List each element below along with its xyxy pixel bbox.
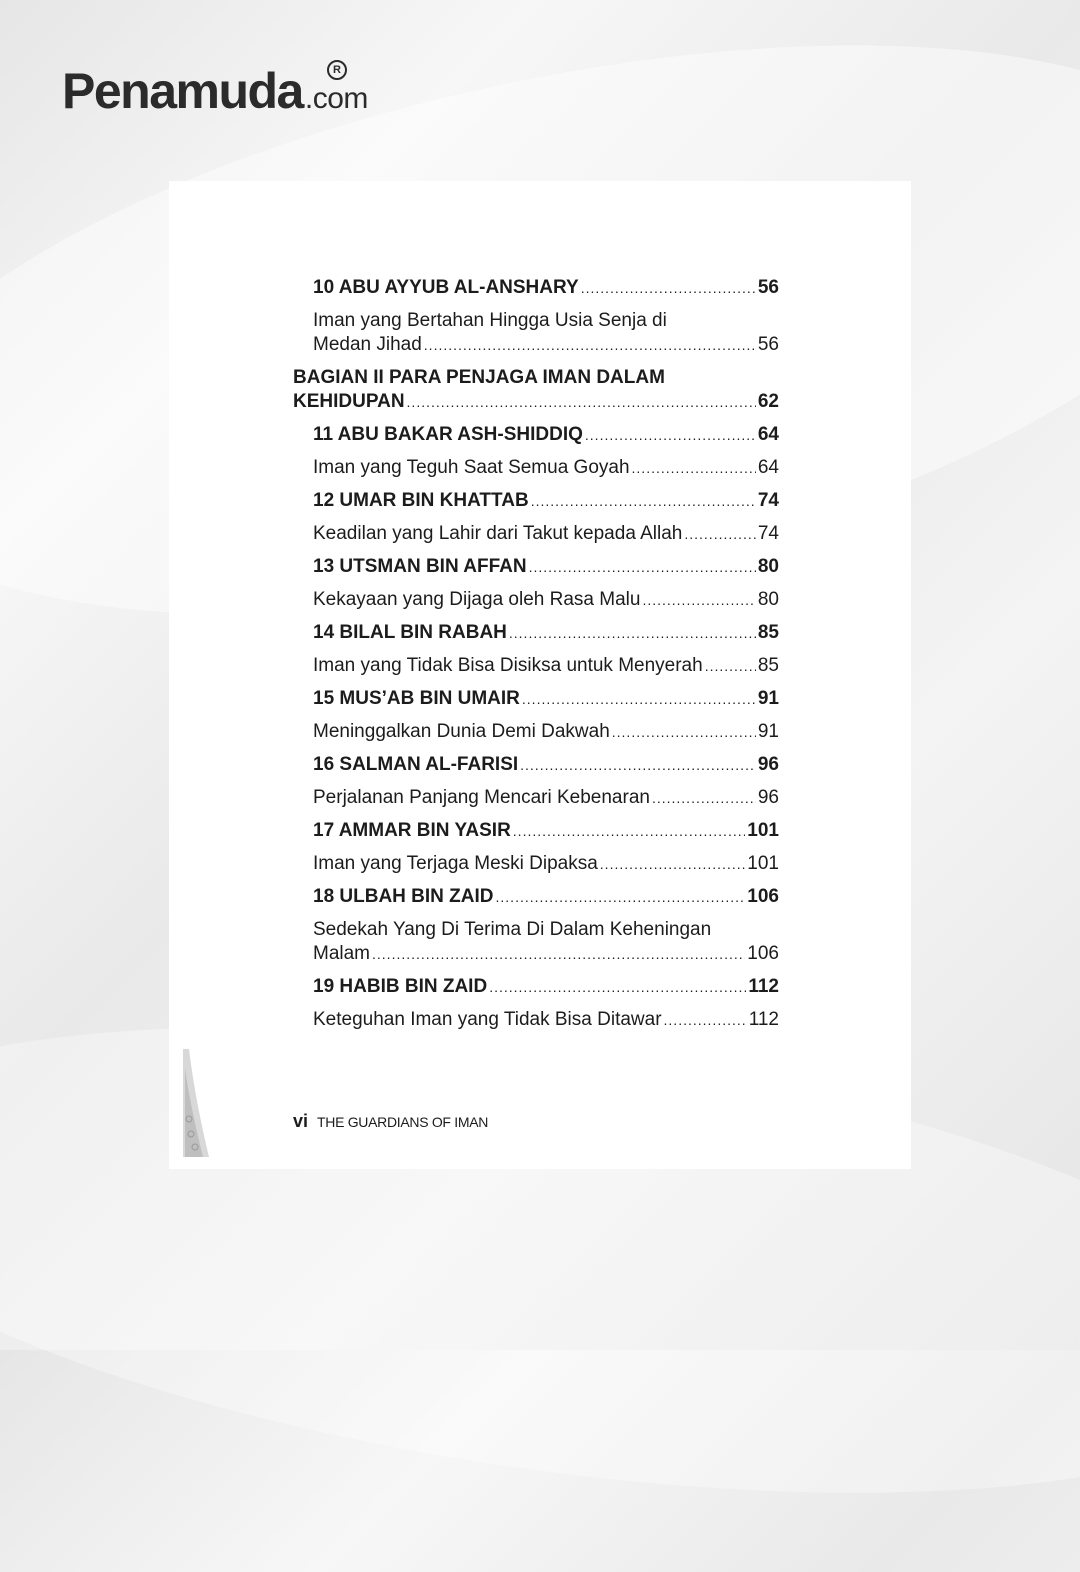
toc-page-number: 80	[757, 556, 779, 577]
toc-entry-title-line: Kekayaan yang Dijaga oleh Rasa Malu	[313, 589, 641, 610]
toc-subtitle-entry[interactable]	[313, 852, 779, 876]
toc-dot-leader	[531, 489, 756, 513]
toc-dot-leader	[684, 522, 756, 546]
toc-dot-leader	[407, 390, 756, 414]
toc-subtitle-entry[interactable]	[313, 720, 779, 744]
toc-page-number: 106	[747, 943, 779, 964]
toc-page-number: 101	[747, 820, 779, 841]
toc-page-number: 91	[757, 688, 779, 709]
toc-entry-row	[313, 687, 779, 711]
toc-page-number: 56	[757, 334, 779, 355]
toc-entry-title-line: 13 UTSMAN BIN AFFAN	[313, 556, 527, 577]
toc-dot-leader	[496, 885, 746, 909]
toc-chapter-entry[interactable]	[313, 819, 779, 843]
toc-entry-row	[313, 885, 779, 909]
toc-entry-title-line: Perjalanan Panjang Mencari Kebenaran	[313, 787, 650, 808]
toc-dot-leader	[600, 852, 746, 876]
toc-page-number: 96	[757, 754, 779, 775]
toc-entry-row	[313, 555, 779, 579]
page-folio: vi	[293, 1111, 309, 1131]
toc-entry-row	[313, 489, 779, 513]
toc-entry-title-line: KEHIDUPAN	[293, 391, 405, 412]
toc-chapter-entry[interactable]	[313, 753, 779, 777]
toc-dot-leader	[705, 654, 756, 678]
toc-entry-title-line: 16 SALMAN AL-FARISI	[313, 754, 519, 775]
toc-dot-leader	[520, 753, 756, 777]
toc-entry-title-line: 10 ABU AYYUB AL-ANSHARY	[313, 277, 579, 298]
toc-dot-leader	[632, 456, 756, 480]
toc-dot-leader	[513, 819, 746, 843]
toc-entry-title-line: Iman yang Teguh Saat Semua Goyah	[313, 457, 630, 478]
toc-entry-row	[313, 975, 779, 999]
toc-entry-row	[293, 390, 779, 414]
toc-entry-row	[313, 786, 779, 810]
toc-subtitle-entry[interactable]	[313, 918, 779, 966]
toc-subtitle-entry[interactable]	[313, 456, 779, 480]
toc-entry-title-line: 17 AMMAR BIN YASIR	[313, 820, 511, 841]
toc-entry-title-line: 19 HABIB BIN ZAID	[313, 976, 488, 997]
toc-page-number: 74	[757, 490, 779, 511]
toc-entry-title-line: Malam	[313, 943, 371, 964]
brand-suffix: .com	[304, 82, 368, 115]
toc-entry-row	[313, 588, 779, 612]
brand-logo[interactable]	[62, 56, 368, 119]
toc-entry-row	[313, 819, 779, 843]
toc-dot-leader	[509, 621, 756, 645]
toc-dot-leader	[372, 942, 745, 966]
toc-subtitle-entry[interactable]	[313, 786, 779, 810]
toc-entry-row	[313, 942, 779, 966]
toc-entry-title-line: 11 ABU BAKAR ASH-SHIDDIQ	[313, 424, 583, 445]
toc-entry-title-line: Keadilan yang Lahir dari Takut kepada Allah	[313, 523, 683, 544]
toc-entry-row	[313, 621, 779, 645]
toc-dot-leader	[529, 555, 756, 579]
toc-entry-title-line: Medan Jihad	[313, 334, 422, 355]
toc-page-number: 112	[748, 976, 779, 997]
toc-entry-row	[313, 1008, 779, 1032]
toc-entry-title-line: 18 ULBAH BIN ZAID	[313, 886, 494, 907]
toc-chapter-entry[interactable]	[313, 687, 779, 711]
toc-chapter-entry[interactable]	[313, 489, 779, 513]
toc-entry-row	[313, 654, 779, 678]
toc-dot-leader	[581, 276, 756, 300]
toc-chapter-entry[interactable]	[313, 975, 779, 999]
toc-entry-title-line: Keteguhan Iman yang Tidak Bisa Ditawar	[313, 1009, 662, 1030]
toc-entry-title-line: 15 MUS’AB BIN UMAIR	[313, 688, 520, 709]
toc-page-number: 91	[757, 721, 779, 742]
toc-page-number: 112	[748, 1009, 779, 1030]
toc-chapter-entry[interactable]	[293, 366, 779, 414]
toc-dot-leader	[489, 975, 746, 999]
toc-chapter-entry[interactable]	[313, 555, 779, 579]
toc-entry-title-line: Meninggalkan Dunia Demi Dakwah	[313, 721, 610, 742]
toc-page-number: 85	[757, 622, 779, 643]
book-page	[169, 181, 911, 1169]
toc-page-number: 101	[747, 853, 779, 874]
toc-dot-leader	[585, 423, 756, 447]
toc-chapter-entry[interactable]	[313, 276, 779, 300]
toc-dot-leader	[642, 588, 755, 612]
toc-dot-leader	[664, 1008, 747, 1032]
toc-entry-title-line: 12 UMAR BIN KHATTAB	[313, 490, 529, 511]
toc-entry-title-line: 14 BILAL BIN RABAH	[313, 622, 507, 643]
toc-entry-row	[313, 276, 779, 300]
toc-subtitle-entry[interactable]	[313, 522, 779, 546]
toc-page-number: 64	[757, 424, 779, 445]
toc-subtitle-entry[interactable]	[313, 654, 779, 678]
running-title: THE GUARDIANS OF IMAN	[317, 1114, 489, 1130]
toc-entry-title-line: Iman yang Terjaga Meski Dipaksa	[313, 853, 598, 874]
toc-page-number: 56	[757, 277, 779, 298]
toc-entry-title-line: Iman yang Tidak Bisa Disiksa untuk Menyerah	[313, 655, 703, 676]
toc-page-number: 62	[757, 391, 779, 412]
table-of-contents	[293, 276, 779, 1041]
toc-entry-row	[313, 720, 779, 744]
toc-subtitle-entry[interactable]	[313, 588, 779, 612]
toc-entry-row	[313, 456, 779, 480]
toc-page-number: 64	[757, 457, 779, 478]
toc-page-number: 85	[757, 655, 779, 676]
page-corner-ornament-icon	[181, 1049, 211, 1157]
toc-entry-row	[313, 333, 779, 357]
toc-chapter-entry[interactable]	[313, 621, 779, 645]
toc-subtitle-entry[interactable]	[313, 309, 779, 357]
toc-entry-row	[313, 423, 779, 447]
toc-dot-leader	[652, 786, 756, 810]
toc-chapter-entry[interactable]	[313, 423, 779, 447]
toc-entry-row	[313, 522, 779, 546]
toc-dot-leader	[612, 720, 756, 744]
toc-page-number: 106	[747, 886, 779, 907]
toc-dot-leader	[424, 333, 756, 357]
registered-mark: R	[327, 60, 347, 80]
toc-chapter-entry[interactable]	[313, 885, 779, 909]
toc-subtitle-entry[interactable]	[313, 1008, 779, 1032]
toc-dot-leader	[522, 687, 756, 711]
toc-entry-row	[313, 753, 779, 777]
toc-page-number: 80	[757, 589, 779, 610]
toc-entry-row	[313, 852, 779, 876]
brand-name: Penamuda	[62, 63, 303, 119]
page-footer	[293, 1111, 488, 1132]
toc-entry-title-line: Sedekah Yang Di Terima Di Dalam Keheningan	[313, 919, 712, 940]
toc-page-number: 74	[757, 523, 779, 544]
toc-page-number: 96	[757, 787, 779, 808]
toc-entry-title-line: Iman yang Bertahan Hingga Usia Senja di	[313, 310, 667, 331]
toc-entry-title-line: BAGIAN II PARA PENJAGA IMAN DALAM	[293, 367, 665, 388]
